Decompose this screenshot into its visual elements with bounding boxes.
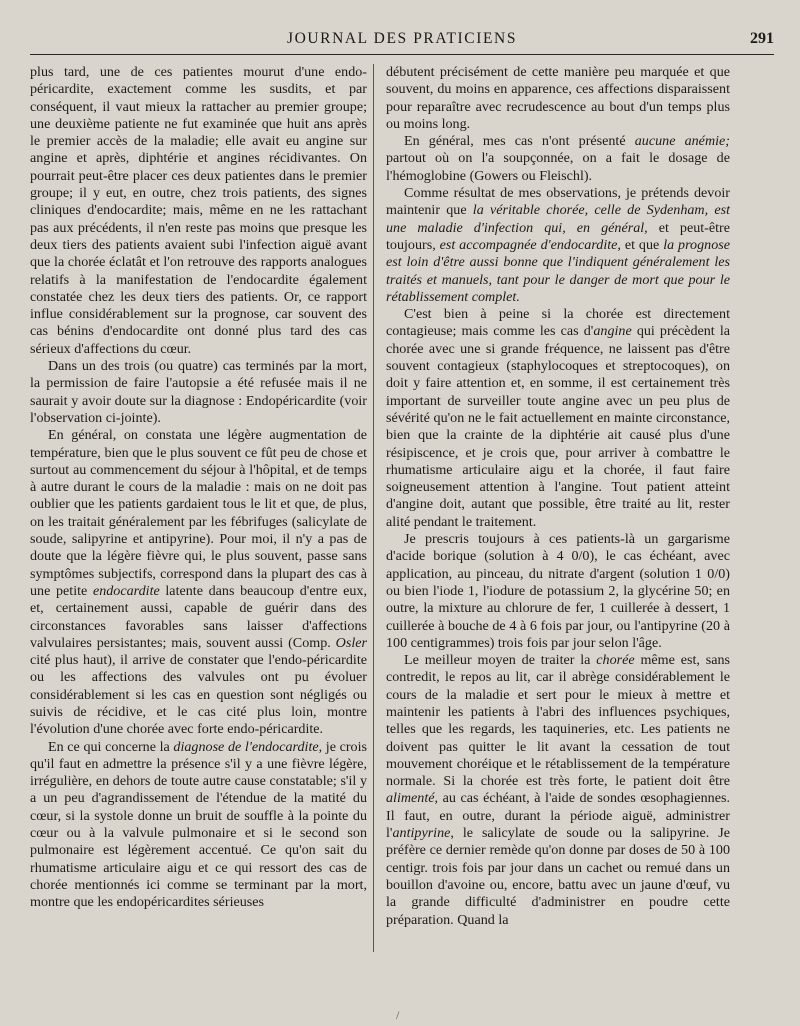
running-title: JOURNAL DES PRATICIENS [286,30,518,47]
paragraph [386,531,730,652]
text-run: et peut-être toujours, [386,219,730,253]
right-column [386,64,730,929]
text-run: Comme résultat de mes observations, je prétends devoir maintenir que [386,185,730,219]
paragraph [30,64,367,358]
text-run: qui précèdent la chorée avec une si grande fréquence, ne laissent pas d'être souvent contagieux (staphylocoques et streptocoques), on doit y faire attention et, en somme, il est certainement très important de surveiller toute angine avec un peu plus de sévérité qu'on ne le fait actuellement en mainte circonstance, bien que la crainte de la diphtérie ait causé plus d'une résipiscence, et je crois que, pour arriver à combattre le rhumatisme articulaire aigu et la chorée, il faut faire soigneusement attention à l'angine. Tout patient atteint d'angine doit, autant que possible, être traité au lit, rester alité pendant le traitement. [386,323,730,530]
paragraph [30,427,367,738]
text-run: et que [620,236,664,253]
italic-text: Osler [335,634,367,651]
paragraph [386,133,730,185]
text-run: , le salicylate de soude ou la salipyrine. Je préfère ce dernier remède qu'on donne par doses de 50 à 100 centigr. trois fois par jour dans un cachet ou remué dans un bouillon d'avoine ou, encore, battu avec un jaune d'œuf, vu la grande difficulté d'administrer en poudre cette préparation. Quand la [386,825,730,928]
paragraph [386,185,730,306]
text-run: , je crois qu'il faut en admettre la présence s'il y a une fièvre légère, irrégulière, en dehors de toute autre cause constatable; s'il y a un peu d'agrandissement de l'étendue de la matité du cœur, si la systole donne un bruit de souffle à la pointe du cœur ou à la valvule pulmonaire et si le second son pulmonaire est légèrement accentué. Ce qu'on sait du rhumatisme articulaire aigu et ce qui ressort des cas de chorée mentionnés ici comme se terminant par la mort, montre que les endopéricardites sérieuses [30,738,367,911]
text-run: partout où on l'a soupçonnée, on a fait le dosage de l'hémoglobine (Gowers ou Fleischl). [386,150,730,184]
text-run: même est, sans contredit, le repos au lit, car il abrège considérablement le cours de la maladie et sert pour le mieux à mettre et maintenir les patients à l'abri des influences psychiques, telles que les regards, les taquineries, etc. Les patients ne doivent pas quitter le lit avant la cessation de tout mouvement choréique et le rétablissement de la température normale. Si la chorée est très forte, le patient doit être [386,652,730,790]
page-header [30,30,774,52]
italic-text: endocardite [92,582,160,599]
text-run: En général, mes cas n'ont présenté [404,133,635,150]
left-column [30,64,367,912]
paragraph [30,739,367,912]
page-number: 291 [750,30,774,47]
text-run: plus tard, une de ces patientes mourut d'une endo-péricardite, exactement comme les susdits, et par conséquent, il vaut mieux la rattacher au premier groupe; une deuxième patiente ne fut examinée que huit ans après le premier accès de la maladie; elle avait eu angine sur angine et après, diphtérie et angines récidivantes. On pourrait peut-être placer ces deux patientes dans le premier groupe; il y eut, en outre, chez trois patients, des signes cliniques d'endocardite; mais, même en ne les rattachant pas aux précédents, il n'en reste pas moins que presque les deux tiers des patients avaient subi l'infection aiguë avant que la chorée éclatât et l'on retrouve des rapports analogues relatifs à la manifestation de l'endocardite également constatée chez les deux tiers des patients. Or, ce rapport influe considérablement sur la prognose, car souvent des cas bénins d'endocardite ont donné plus tard des cas sérieux d'affections du cœur. [30,64,367,357]
text-run: C'est bien à peine si la chorée est directement contagieuse; mais comme les cas d' [386,306,730,340]
column-divider [373,64,374,952]
italic-text: chorée [596,652,635,669]
text-run: Je prescris toujours à ces patients-là un gargarisme d'acide borique (solution à 4 0/0), le cas échéant, avec application, au pinceau, du nitrate d'argent (solution 1 0/0) ou bien l'iode 1, l'iodure de potassium 2, la glycérine 50; en outre, la mixture au chlorure de fer, 1 cuillerée à dessert, 1 cuillerée à bouche de 4 à 6 fois par jour, ou l'antipyrine (20 à 100 centigrammes) trois fois par jour selon l'âge. [386,531,730,651]
text-run: Dans un des trois (ou quatre) cas terminés par la mort, la permission de faire l'autopsie a été refusée mais il ne saurait y avoir doute sur la diagnose : Endopéricardite (voir l'observation ci-jointe). [30,358,367,426]
paragraph [386,306,730,531]
text-run: débutent précisément de cette manière peu marquée et que souvent, du moins en apparence, ces affections disparaissent pour reparaître avec recrudescence au bout d'un temps plus ou moins long. [386,64,730,132]
paragraph [386,652,730,929]
text-run: , au cas échéant, à l'aide de sondes œsophagiennes. Il faut, en outre, durant la période aiguë, administrer l' [386,790,730,842]
italic-text: alimenté [386,790,435,807]
italic-text: aucune anémie; [634,133,730,150]
paragraph [30,358,367,427]
italic-text: antipyrine [392,825,451,842]
paragraph [386,64,730,133]
text-run: En général, on constata une légère augmentation de température, bien que le plus souvent ce fût peu de chose et surtout au commencement du séjour à l'hôpital, et de temps à autre durant le cours de la maladie : mais on ne doit pas oublier que les patients gardaient tous le lit et que, de plus, on les traitait généralement par les fébrifuges (salicylate de soude, salipyrine et antipyrine). Pour moi, il n'y a pas de doute que la légère fièvre qui, le plus souvent, passe sans symptômes subjectifs, correspond dans la plupart des cas à une petite [30,427,367,599]
italic-text: angine [593,323,632,340]
italic-text: la prognose est loin d'être aussi bonne que l'indiquent généralement les traités et manuels, tant pour le danger de mort que pour le rétablissement complet. [386,236,730,305]
text-run: latente dans beaucoup d'entre eux, et, certainement aussi, capable de guérir dans des circonstances favorables sans laisser d'affections valvulaires persistantes; mais, souvent aussi (Comp. [30,582,368,651]
italic-text: la véritable chorée, celle de Sydenham, est une maladie d'infection qui, en général, [386,202,731,236]
header-rule [30,54,774,55]
text-run: Le meilleur moyen de traiter la [404,652,597,669]
text-run: cité plus haut), il arrive de constater que l'endo-péricardite ou les affections des valvules ont pu évoluer considérablement si les cas en question sont négligés ou suivis de récidive, et le cas cité plus loin, montre l'évolution d'une chorée avec forte endo-péricardite. [30,652,367,738]
italic-text: diagnose de l'endocardite [173,738,319,755]
text-run: En ce qui concerne la [48,738,174,755]
footer-mark: / [396,1008,400,1022]
italic-text: est accompagnée d'endocardite, [439,236,621,253]
